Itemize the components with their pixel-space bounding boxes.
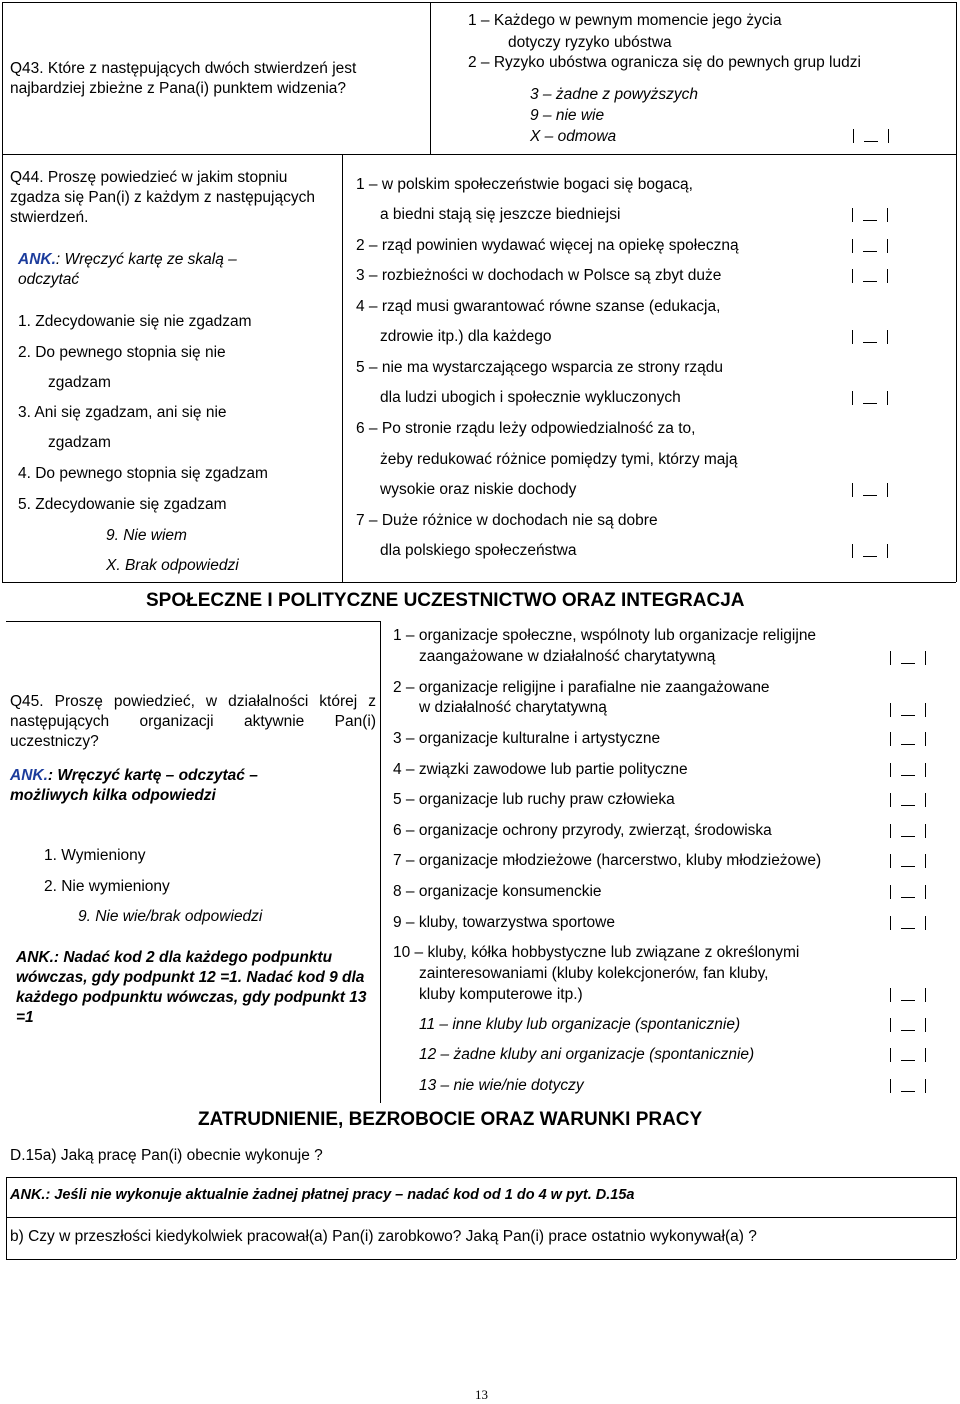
q45-item-7: 7 – organizacje młodzieżowe (harcerstwo, kluby młodzieżowe) [393,852,822,869]
q44-item-1-cont: a biedni stają się jeszcze biedniejsi [380,206,621,223]
q45-item-13: 13 – nie wie/nie dotyczy [419,1077,584,1094]
q45-item-2-cont: w działalność charytatywną [419,699,607,716]
q44-item-1-box[interactable] [852,208,888,222]
q45-divider-line [380,621,381,1103]
q45-item-5-box[interactable] [890,793,926,807]
q45-scale-2: 2. Nie wymieniony [44,878,170,895]
q45-item-6-box[interactable] [890,824,926,838]
q44-scale-3-cont: zgadzam [48,434,111,451]
q44-question: Q44. Proszę powiedzieć w jakim stopniu zgadza się Pan(i) z każdym z następujących stwierdzeń. [10,169,315,227]
q44-instruction [18,250,293,290]
q45-item-12-box[interactable] [890,1048,926,1062]
q45-item-10: 10 – kluby, kółka hobbystyczne lub związane z określonymi [393,944,800,961]
q45-item-7-box[interactable] [890,854,926,868]
q45-item-5: 5 – organizacje lub ruchy praw człowieka [393,791,675,808]
q44-item-6-cont: żeby redukować różnice pomiędzy tymi, którzy mają [380,451,738,468]
frame-left-line-1 [2,2,3,154]
q45-item-10-box[interactable] [890,988,926,1002]
page-number: 13 [475,1387,488,1402]
q44-item-6-box[interactable] [852,483,888,497]
q45-item-13-box[interactable] [890,1079,926,1093]
d15-bottom-line [6,1259,956,1260]
q45-item-1: 1 – organizacje społeczne, wspólnoty lub organizacje religijne [393,627,817,644]
q44-scale-9: 9. Nie wiem [106,527,187,544]
q44-scale-4: 4. Do pewnego stopnia się zgadzam [18,465,268,482]
d15-left-line [6,1177,7,1259]
d15b-question: b) Czy w przeszłości kiedykolwiek pracował(a) Pan(i) zarobkowo? Jaką Pan(i) prace ostatnio wykonywał(a) ? [10,1228,757,1245]
q45-item-3-box[interactable] [890,732,926,746]
q45-item-12: 12 – żadne kluby ani organizacje (spontanicznie) [419,1046,755,1063]
q44-item-3: 3 – rozbieżności w dochodach w Polsce są zbyt duże [356,267,722,284]
d15-top-line [6,1177,956,1178]
q44-scale-x: X. Brak odpowiedzi [106,557,239,574]
q44-item-5-box[interactable] [852,391,888,405]
q45-item-3: 3 – organizacje kulturalne i artystyczne [393,730,661,747]
q45-scale-9: 9. Nie wie/brak odpowiedzi [78,908,263,925]
d15-right-line [956,1177,957,1259]
q44-item-4-cont: zdrowie itp.) dla każdego [380,328,552,345]
d15-mid-line [6,1217,956,1218]
q45-question: Q45. Proszę powiedzieć, w działalności której z następujących organizacji aktywnie Pan(i) uczestniczy? [10,693,376,751]
q45-instruction-1-text: : Wręczyć kartę – odczytać – możliwych kilka odpowiedzi [10,767,258,805]
q43-divider-line [430,2,431,154]
q45-item-6: 6 – organizacje ochrony przyrody, zwierząt, środowiska [393,822,772,839]
q44-item-6-cont2: wysokie oraz niskie dochody [380,481,577,498]
q45-instruction-1 [10,766,270,806]
frame-right-line-1 [956,2,957,582]
q45-item-9-box[interactable] [890,916,926,930]
q45-instruction-1-prefix: ANK. [10,767,48,784]
q44-scale-1: 1. Zdecydowanie się nie zgadzam [18,313,252,330]
q45-item-4: 4 – związki zawodowe lub partie polityczne [393,761,688,778]
q43-question: Q43. Które z następujących dwóch stwierdzeń jest najbardziej zbieżne z Pana(i) punktem widzenia? [10,60,357,98]
q44-item-4-box[interactable] [852,330,888,344]
q44-scale-2: 2. Do pewnego stopnia się nie [18,344,226,361]
section-heading-participation: SPOŁECZNE I POLITYCZNE UCZESTNICTWO ORAZ INTEGRACJA [146,590,745,611]
q44-item-1: 1 – w polskim społeczeństwie bogaci się bogacą, [356,176,693,193]
q45-item-1-box[interactable] [890,651,926,665]
q44-item-5-cont: dla ludzi ubogich i społecznie wykluczonych [380,389,681,406]
q43-answer-box[interactable] [853,129,889,143]
q44-item-5: 5 – nie ma wystarczającego wsparcia ze strony rządu [356,359,723,376]
q44-item-6: 6 – Po stronie rządu leży odpowiedzialność za to, [356,420,696,437]
q44-scale-2-cont: zgadzam [48,374,111,391]
q45-item-4-box[interactable] [890,763,926,777]
q45-item-10-cont2: kluby komputerowe itp.) [419,986,583,1003]
q45-item-1-cont: zaangażowane w działalność charytatywną [419,648,716,665]
q44-item-7-box[interactable] [852,544,888,558]
q45-item-2-box[interactable] [890,703,926,717]
q44-item-7: 7 – Duże różnice w dochodach nie są dobre [356,512,658,529]
q45-item-11-box[interactable] [890,1018,926,1032]
q43-top-line [2,2,956,3]
d15a-question: D.15a) Jaką pracę Pan(i) obecnie wykonuje ? [10,1147,323,1164]
q44-scale-3: 3. Ani się zgadzam, ani się nie [18,404,227,421]
q45-scale-1: 1. Wymieniony [44,847,146,864]
q44-bottom-line [2,582,956,583]
q44-scale-5: 5. Zdecydowanie się zgadzam [18,496,227,513]
q44-item-2: 2 – rząd powinien wydawać więcej na opiekę społeczną [356,237,739,254]
q43-option-1: 1 – Każdego w pewnym momencie jego życia [468,12,782,29]
q45-item-8: 8 – organizacje konsumenckie [393,883,602,900]
q45-item-9: 9 – kluby, towarzystwa sportowe [393,914,615,931]
q45-item-10-cont: zainteresowaniami (kluby kolekcjonerów, fan kluby, [419,965,769,982]
q43-option-9: 9 – nie wie [530,107,605,124]
q43-option-2: 2 – Ryzyko ubóstwa ogranicza się do pewnych grup ludzi [468,54,861,71]
q45-top-line [6,621,380,622]
q45-item-2: 2 – organizacje religijne i parafialne nie zaangażowane [393,679,770,696]
d15a-instruction: ANK.: Jeśli nie wykonuje aktualnie żadnej płatnej pracy – nadać kod od 1 do 4 w pyt. D.15a [10,1187,635,1203]
q43-bottom-line [2,154,956,155]
section-heading-employment: ZATRUDNIENIE, BEZROBOCIE ORAZ WARUNKI PRACY [198,1109,703,1130]
q44-divider-line [342,154,343,582]
q44-item-4: 4 – rząd musi gwarantować równe szanse (edukacja, [356,298,721,315]
frame-left-line-2 [2,154,3,582]
q45-item-8-box[interactable] [890,885,926,899]
q45-instruction-2: ANK.: Nadać kod 2 dla każdego podpunktu wówczas, gdy podpunkt 12 =1. Nadać kod 9 dla każdego podpunktu wówczas, gdy podpunkt 13 =1 [16,949,367,1027]
q43-option-x: X – odmowa [530,128,617,145]
q43-option-3: 3 – żadne z powyższych [530,86,699,103]
q44-instruction-prefix: ANK. [18,251,56,268]
q44-item-2-box[interactable] [852,239,888,253]
q45-item-11: 11 – inne kluby lub organizacje (spontanicznie) [419,1016,741,1033]
q43-option-1-cont: dotyczy ryzyko ubóstwa [508,34,672,51]
q44-item-3-box[interactable] [852,269,888,283]
q44-item-7-cont: dla polskiego społeczeństwa [380,542,577,559]
q44-instruction-text: : Wręczyć kartę ze skalą – odczytać [18,251,237,289]
